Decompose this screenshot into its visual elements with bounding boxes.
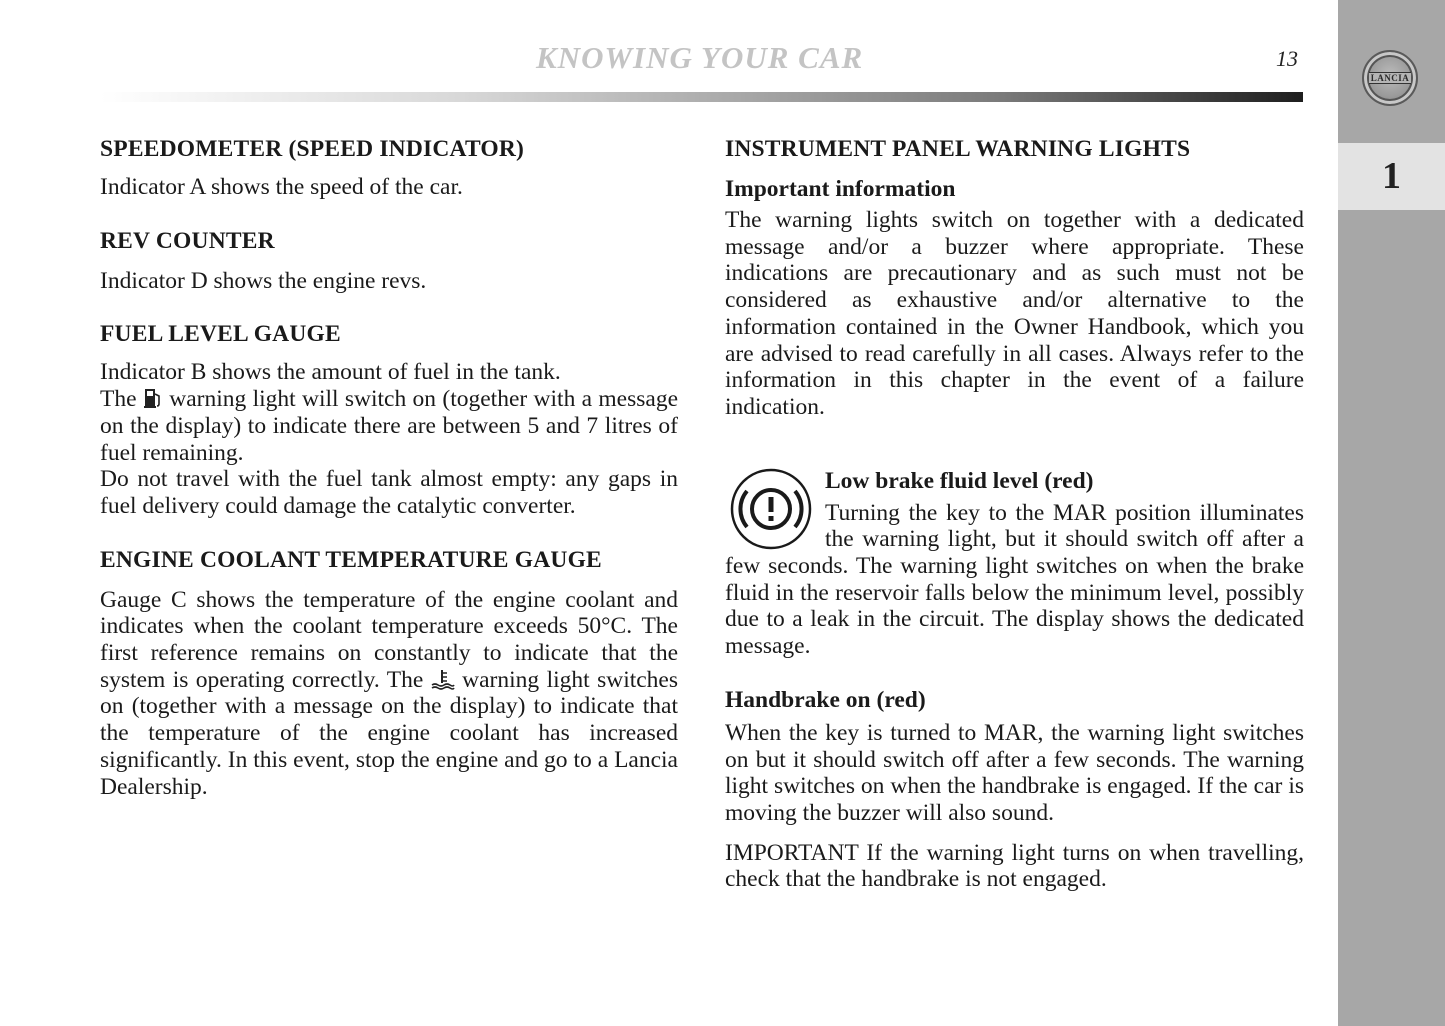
page-number: 13	[1276, 46, 1298, 71]
speedometer-text: Indicator A shows the speed of the car.	[100, 174, 463, 200]
right-column	[725, 134, 1304, 893]
handbrake-heading: Handbrake on (red)	[725, 686, 926, 713]
left-column	[100, 134, 678, 800]
coolant-temperature-icon	[431, 668, 455, 690]
speedometer-heading: SPEEDOMETER (SPEED INDICATOR)	[100, 136, 525, 162]
handbrake-text: When the key is turned to MAR, the warning light switches on but it should switch off after a few seconds. The warning light switches on when the handbrake is engaged. If the car is moving the buzzer will also sound.	[725, 719, 1304, 826]
coolant-text-rest: warning light switches on (together with a message on the display) to indicate that the temperature of the engine coolant has increased significantly. In this event, stop the engine and go to a Lancia Dealership.	[100, 666, 679, 800]
important-info-text: The warning lights switch on together with a dedicated message and/or a buzzer where appropriate. These indications are precautionary and as such must not be considered as exhaustive and/or alternative to the information contained in the Owner Handbook, which you are advised to read carefully in all cases. Always refer to the information in this chapter in the event of a failure indication.	[725, 207, 1304, 420]
fuel-gauge-text-1: Indicator B shows the amount of fuel in the tank.	[100, 359, 561, 386]
logo-text: LANCIA	[1370, 73, 1410, 83]
brake-fluid-text: Turning the key to the MAR position illuminates the warning light, but it should switch off after a few seconds. The warning light switches on when the brake fluid in the reservoir falls below the minimum level, possibly due to a leak in the circuit. The display shows the dedicated message.	[725, 499, 1304, 660]
fuel-gauge-text-2	[100, 386, 678, 466]
fuel-gauge-text-3: Do not travel with the fuel tank almost empty: any gaps in fuel delivery could damage the catalytic converter.	[100, 466, 678, 519]
brake-fluid-section	[725, 466, 1304, 660]
chapter-marker	[1338, 143, 1445, 210]
fuel-text-rest: warning light will switch on (together with a message on the display) to indicate there are between 5 and 7 litres of fuel remaining.	[100, 386, 679, 466]
lancia-logo-icon	[1362, 50, 1418, 106]
rev-counter-heading: REV COUNTER	[100, 227, 275, 254]
coolant-gauge-text	[100, 587, 678, 801]
fuel-gauge-heading: FUEL LEVEL GAUGE	[100, 321, 341, 348]
brake-warning-icon	[725, 466, 817, 552]
running-header-title: KNOWING YOUR CAR	[536, 40, 864, 75]
handbrake-important-text: IMPORTANT If the warning light turns on when travelling, check that the handbrake is not engaged.	[725, 839, 1304, 893]
fuel-pump-icon	[143, 387, 163, 409]
important-info-heading: Important information	[725, 176, 956, 202]
header-rule	[100, 92, 1303, 102]
coolant-gauge-heading: ENGINE COOLANT TEMPERATURE GAUGE	[100, 546, 602, 573]
chapter-number: 1	[1382, 154, 1401, 197]
fuel-text-lead: The	[100, 386, 137, 413]
coolant-text-lead: Gauge C shows the temperature of the engine coolant and indicates when the coolant temperature exceeds 50°C. The first reference remains on constantly to indicate that the system is operating correctly. The	[100, 586, 678, 693]
rev-counter-text: Indicator D shows the engine revs.	[100, 267, 427, 294]
warning-lights-heading: INSTRUMENT PANEL WARNING LIGHTS	[725, 136, 1191, 162]
brake-fluid-heading: Low brake fluid level (red)	[825, 467, 1094, 494]
